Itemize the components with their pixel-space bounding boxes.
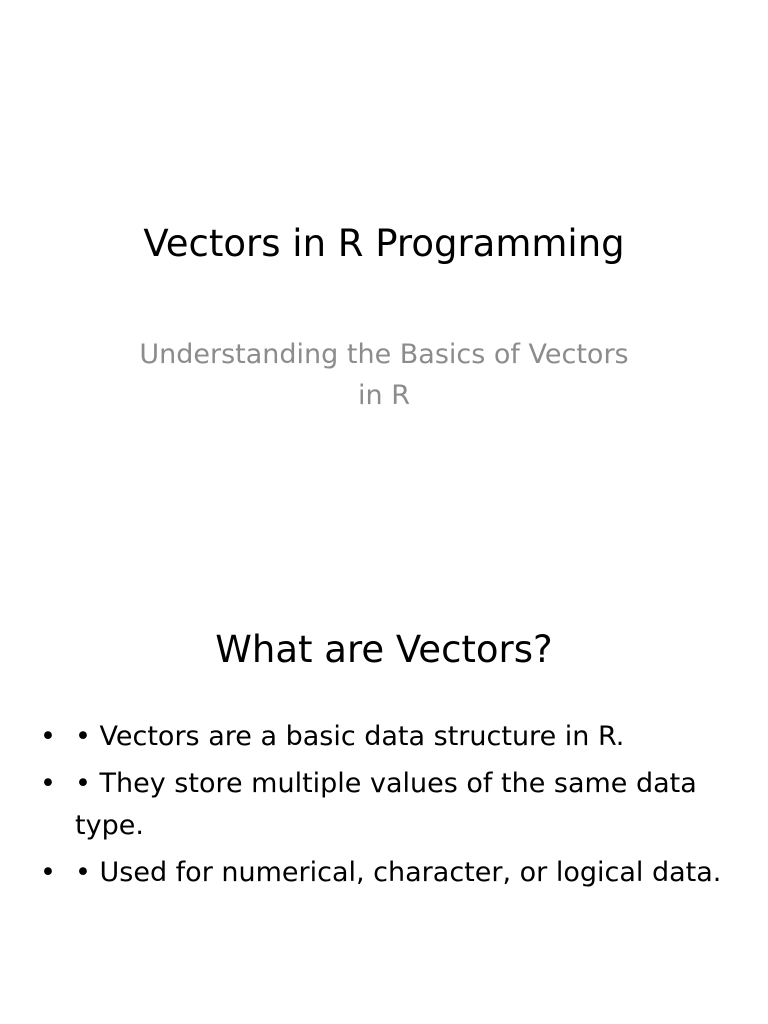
list-item: [40, 852, 730, 894]
slide-subtitle: Understanding the Basics of Vectors in R: [139, 339, 629, 411]
bullet-marker: •: [40, 768, 56, 799]
bullet-text: • Used for numerical, character, or logical data.: [75, 857, 722, 888]
list-item: [40, 716, 730, 758]
bullet-marker: •: [40, 857, 56, 888]
bullet-text: • They store multiple values of the same data type.: [75, 768, 697, 841]
slide-title: Vectors in R Programming: [143, 222, 625, 265]
bullet-marker: •: [40, 721, 56, 752]
bullet-text: • Vectors are a basic data structure in R.: [75, 721, 625, 752]
bullet-list: [40, 716, 730, 899]
list-item: [40, 763, 730, 847]
section-title: What are Vectors?: [215, 628, 553, 671]
